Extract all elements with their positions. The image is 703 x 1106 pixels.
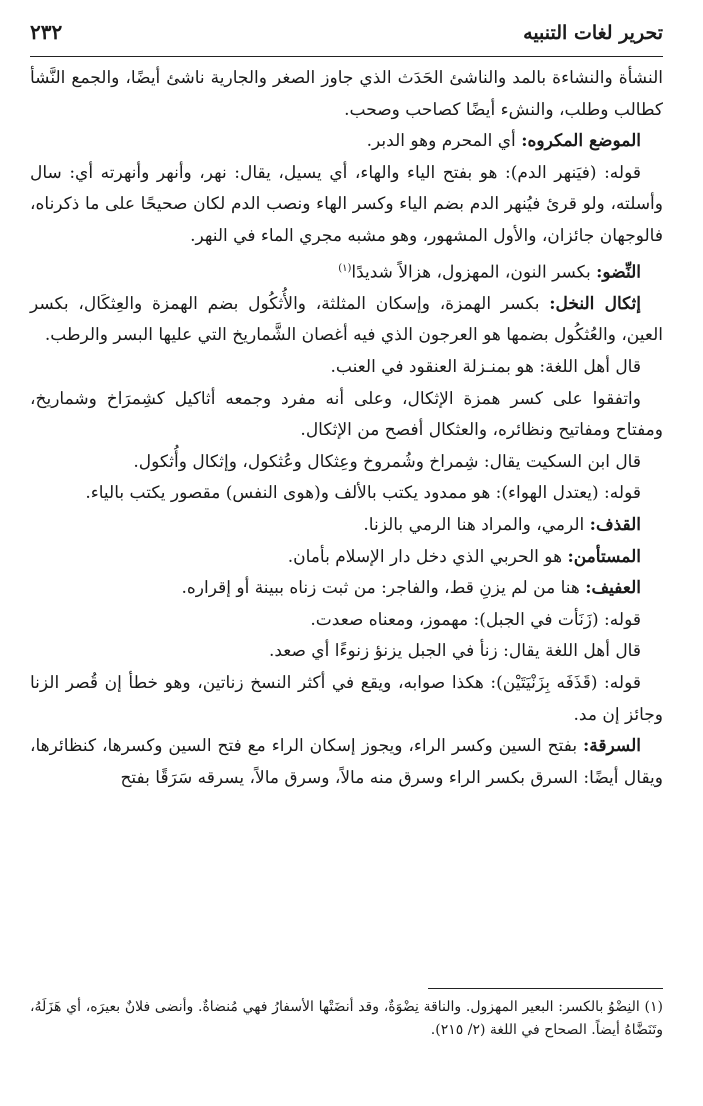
paragraph <box>30 289 663 352</box>
paragraph <box>30 384 663 447</box>
paragraph <box>30 636 663 668</box>
paragraph-text: قوله: (يعتدل الهواء): هو ممدود يكتب بالألف و(هوى النفس) مقصور يكتب بالياء. <box>85 483 641 504</box>
paragraph <box>30 447 663 479</box>
paragraph-heading: المستأمن: <box>567 546 641 567</box>
paragraph-text: قال ابن السكيت يقال: شِمراخ وشُمروخ وعِثكال وعُثكول، وإثكال وأُثكول. <box>133 451 641 472</box>
footnote: (١) النِضْوُ بالكسر: البعير المهزول. والناقة نِضْوَةٌ، وقد أنضَتْها الأسفارُ فهي مُنضاةٌ. وأنضى فلانٌ بعيرَه، أي هَزَلَهُ، وتَنَضَّاهُ أيضاً. الصحاح في اللغة (٢/ ٢١٥). <box>30 999 663 1038</box>
paragraph <box>30 478 663 510</box>
page-number: ٢٣٢ <box>30 20 63 44</box>
paragraph <box>30 510 663 542</box>
paragraph-text: قال أهل اللغة يقال: زنأ في الجبل يزنؤ زنوءًا أي صعد. <box>268 641 641 662</box>
paragraph <box>30 542 663 574</box>
paragraph <box>30 253 663 289</box>
paragraph-text: النشأة والنشاءة بالمد والناشئ الحَدَث الذي جاوز الصغر والجارية ناشئ أيضًا، والجمع النَّشأ كطالب وطلب، والنشء أيضًا كصاحب وصحب. <box>30 68 663 120</box>
footnote-divider <box>428 988 663 989</box>
paragraph <box>30 731 663 794</box>
paragraph-heading: إثكال النخل: <box>549 293 641 314</box>
paragraph <box>30 668 663 731</box>
paragraph-text: بكسر الهمزة، وإسكان المثلثة، والأُثكُول بضم الهمزة والعِثكَال، بكسر العين، والعُثكُول بضمها هو العرجون الذي فيه أغصان الشَّماريخ التي عليها البسر والرطب. <box>30 293 663 346</box>
page-header <box>30 20 663 57</box>
paragraph-text: قوله: (فيَنهر الدم): هو بفتح الياء والهاء، أي يسيل، يقال: نهر، وأنهر وأنهرته أي: سال وأسلته، ولو قرئ فيُنهر الدم بضم الياء وكسر الهاء ونصب الدم لكان صحيحًا على ما ذكرناه، فالوجهان جائزان، والأول المشهور، وهو مشبه مجري الماء في النهر. <box>30 162 663 246</box>
paragraph-text: قوله: (قَذَفَه بِزَنْيَتَيْن): هكذا صوابه، ويقع في أكثر النسخ زناتين، وهو خطأ إن قُصر الزنا وجائز إن مد. <box>30 672 663 725</box>
paragraph-heading: السرقة: <box>583 736 641 757</box>
paragraph <box>30 158 663 253</box>
paragraph <box>30 126 663 158</box>
paragraph-text: الرمي، والمراد هنا الرمي بالزنا. <box>363 514 590 535</box>
paragraph-text: هنا من لم يزنِ قط، والفاجر: من ثبت زناه ببينة أو إقراره. <box>181 578 586 599</box>
paragraph-heading: النِّضو: <box>596 262 641 283</box>
paragraph-text: واتفقوا على كسر همزة الإثكال، وعلى أنه مفرد وجمعه أثاكيل كشِمرَاخ وشماريخ، ومفتاح ومفاتيح ونظائره، والعثكال أفصح من الإثكال. <box>30 388 663 441</box>
main-text <box>30 63 663 794</box>
paragraph-heading: الموضع المكروه: <box>521 131 641 152</box>
paragraph-heading: القذف: <box>589 514 641 535</box>
paragraph-text: قال أهل اللغة: هو بمنـزلة العنقود في العنب. <box>330 357 641 377</box>
paragraph <box>30 63 663 126</box>
running-title: تحرير لغات التنبيه <box>523 22 663 44</box>
paragraph-text: بفتح السين وكسر الراء، ويجوز إسكان الراء مع فتح السين وكسرها، كنظائرها، ويقال أيضًا: السرق بكسر الراء وسرق منه مالاً، وسرق مالاً، يسرقه سَرَقًا بفتح <box>30 736 663 788</box>
paragraph-text: بكسر النون، المهزول، هزالاً شديدًا <box>351 262 597 283</box>
footnote-marker: (١) <box>338 262 352 274</box>
paragraph-text: هو الحربي الذي دخل دار الإسلام بأمان. <box>287 546 568 567</box>
paragraph-heading: العفيف: <box>585 578 641 599</box>
paragraph-text: أي المحرم وهو الدبر. <box>366 131 522 152</box>
paragraph <box>30 352 663 384</box>
paragraph <box>30 573 663 605</box>
paragraph <box>30 605 663 637</box>
paragraph-text: قوله: (زَنَأت في الجبل): مهموز، ومعناه صعدت. <box>310 609 641 630</box>
